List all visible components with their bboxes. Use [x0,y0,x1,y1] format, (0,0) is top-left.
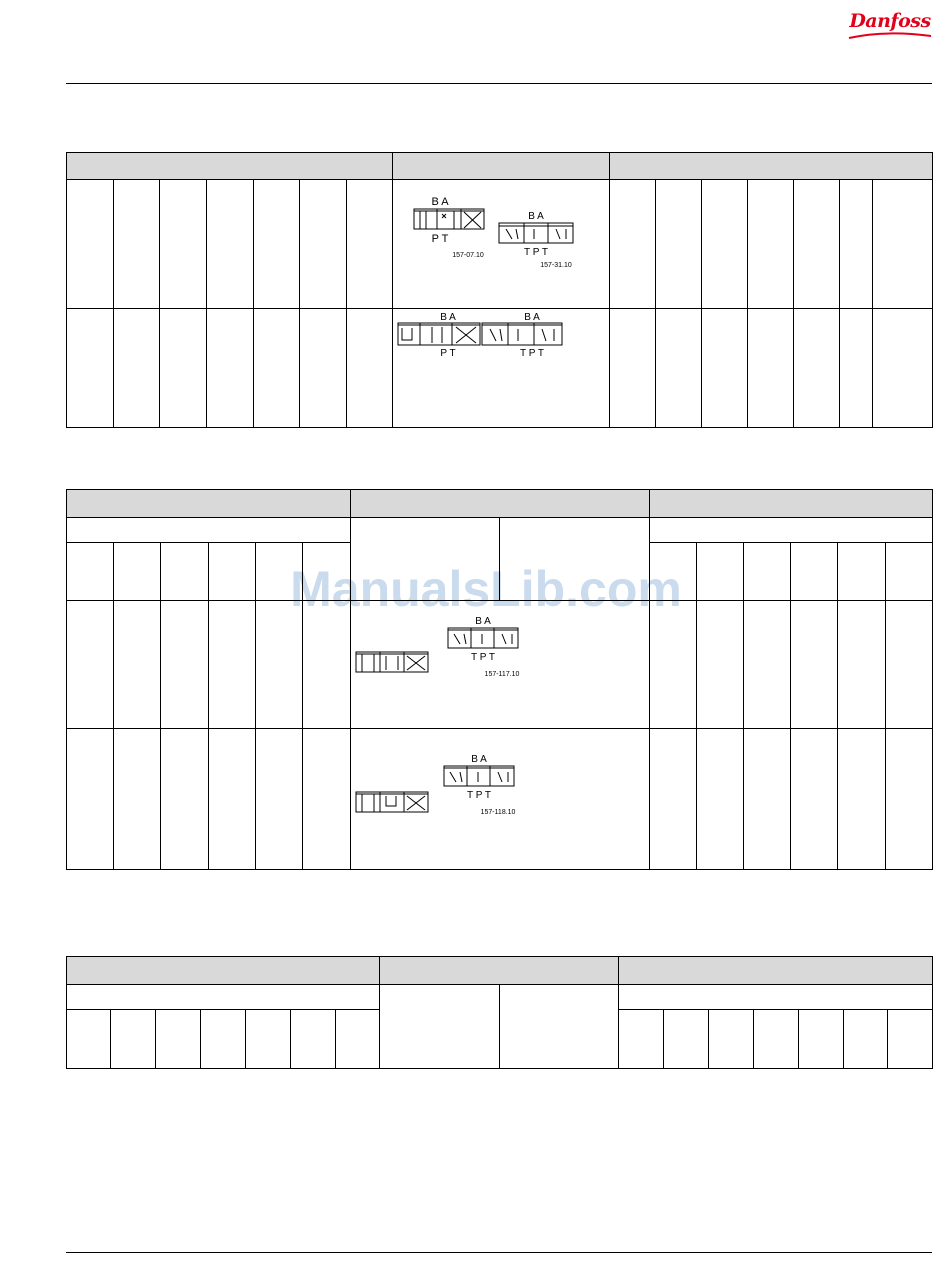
port-label-bottom: P T [431,233,449,245]
port-label-bottom: P T [440,348,456,359]
logo-text: Danfoss [849,10,931,32]
port-label-bottom: T P T [524,247,548,258]
footer-rule [66,1252,932,1253]
watermark: ManualsLib.com [290,561,682,617]
port-label-bottom: T P T [520,348,544,359]
figure-code: 157-117.10 [484,671,520,678]
figure-code: 157-31.10 [540,262,572,269]
port-label-top: B A [475,616,491,627]
figure-code: 157-07.10 [452,252,484,259]
figure-code: 157-118.10 [480,809,516,816]
port-label-top: B A [431,196,449,208]
port-label-top: B A [528,211,544,222]
port-label-bottom: T P T [467,790,491,801]
port-label-top: B A [471,754,487,765]
port-label-top: B A [440,312,456,323]
port-label-top: B A [524,312,540,323]
port-label-bottom: T P T [471,652,495,663]
